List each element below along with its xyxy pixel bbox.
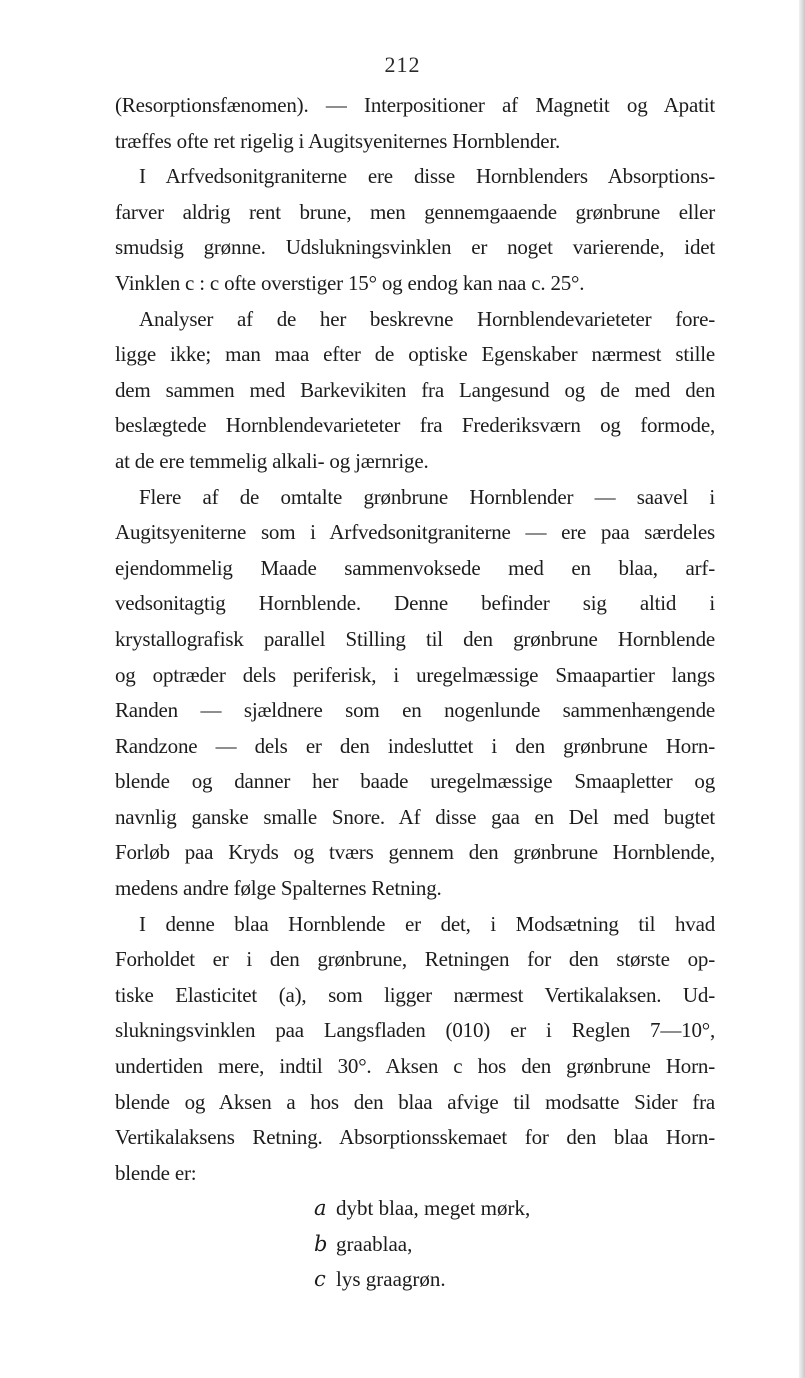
text-line: at de ere temmelig alkali- og jærnrige. — [115, 448, 429, 473]
text-line: medens andre følge Spalternes Retning. — [115, 876, 442, 901]
text-line: blende og Aksen a hos den blaa afvige til modsatte Sider fra — [115, 1089, 715, 1114]
text-line: og optræder dels periferisk, i uregelmæssige Smaapartier langs — [115, 662, 715, 687]
absorption-letter: c — [314, 1267, 326, 1292]
text-line: Flere af de omtalte grønbrune Hornblender — saavel i — [139, 484, 715, 509]
text-line: dem sammen med Barkevikiten fra Langesund og de med den — [115, 377, 715, 402]
page-edge — [799, 0, 805, 1378]
absorption-item — [314, 1262, 614, 1298]
absorption-item — [314, 1227, 614, 1263]
text-line: I denne blaa Hornblende er det, i Modsætning til hvad — [139, 911, 715, 936]
text-line: Augitsyeniterne som i Arfvedsonitgraniterne — ere paa særdeles — [115, 520, 715, 545]
text-line: farver aldrig rent brune, men gennemgaaende grønbrune eller — [115, 199, 715, 224]
text-line: vedsonitagtig Hornblende. Denne befinder sig altid i — [115, 591, 715, 616]
text-line: navnlig ganske smalle Snore. Af disse gaa en Del med bugtet — [115, 804, 715, 829]
body-text — [115, 88, 715, 1191]
page-number: 212 — [384, 52, 421, 77]
text-line: ligge ikke; man maa efter de optiske Egenskaber nærmest stille — [115, 342, 715, 367]
text-line: ejendommelig Maade sammenvoksede med en blaa, arf- — [115, 555, 715, 580]
text-line: tiske Elasticitet (a), som ligger nærmest Vertikalaksen. Ud- — [115, 982, 715, 1007]
text-line: blende er: — [115, 1160, 197, 1185]
absorption-text: lys graagrøn. — [336, 1267, 446, 1292]
text-line: blende og danner her baade uregelmæssige Smaapletter og — [115, 769, 715, 794]
text-line: Forholdet er i den grønbrune, Retningen for den største op- — [115, 947, 715, 972]
text-line: Vinklen c : c ofte overstiger 15° og endog kan naa c. 25°. — [115, 270, 585, 295]
text-line: krystallografisk parallel Stilling til den grønbrune Hornblende — [115, 626, 715, 651]
text-line: Randen — sjældnere som en nogenlunde sammenhængende — [115, 698, 715, 723]
text-line: beslægtede Hornblendevarieteter fra Frederiksværn og formode, — [115, 413, 715, 438]
absorption-letter: b — [314, 1231, 328, 1256]
absorption-letter: a — [314, 1196, 327, 1220]
text-line: slukningsvinklen paa Langsfladen (010) er i Reglen 7—10°, — [115, 1018, 715, 1043]
text-line: Vertikalaksens Retning. Absorptionsskemaet for den blaa Horn- — [115, 1125, 715, 1150]
text-line: smudsig grønne. Udslukningsvinklen er noget varierende, idet — [115, 235, 715, 260]
absorption-item — [314, 1191, 614, 1227]
text-line: Randzone — dels er den indesluttet i den grønbrune Horn- — [115, 733, 715, 758]
absorption-text: dybt blaa, meget mørk, — [336, 1196, 531, 1220]
text-line: Analyser af de her beskrevne Hornblendevarieteter fore- — [139, 306, 715, 331]
absorption-text: graablaa, — [336, 1231, 413, 1256]
text-line: undertiden mere, indtil 30°. Aksen c hos den grønbrune Horn- — [115, 1054, 715, 1079]
text-line: Forløb paa Kryds og tværs gennem den grønbrune Hornblende, — [115, 840, 715, 865]
text-line: (Resorptionsfænomen). — Interpositioner af Magnetit og Apatit — [115, 93, 715, 117]
text-line: træffes ofte ret rigelig i Augitsyeniternes Hornblender. — [115, 128, 561, 153]
absorption-scheme — [314, 1191, 614, 1298]
text-line: I Arfvedsonitgraniterne ere disse Hornblenders Absorptions- — [139, 164, 715, 189]
